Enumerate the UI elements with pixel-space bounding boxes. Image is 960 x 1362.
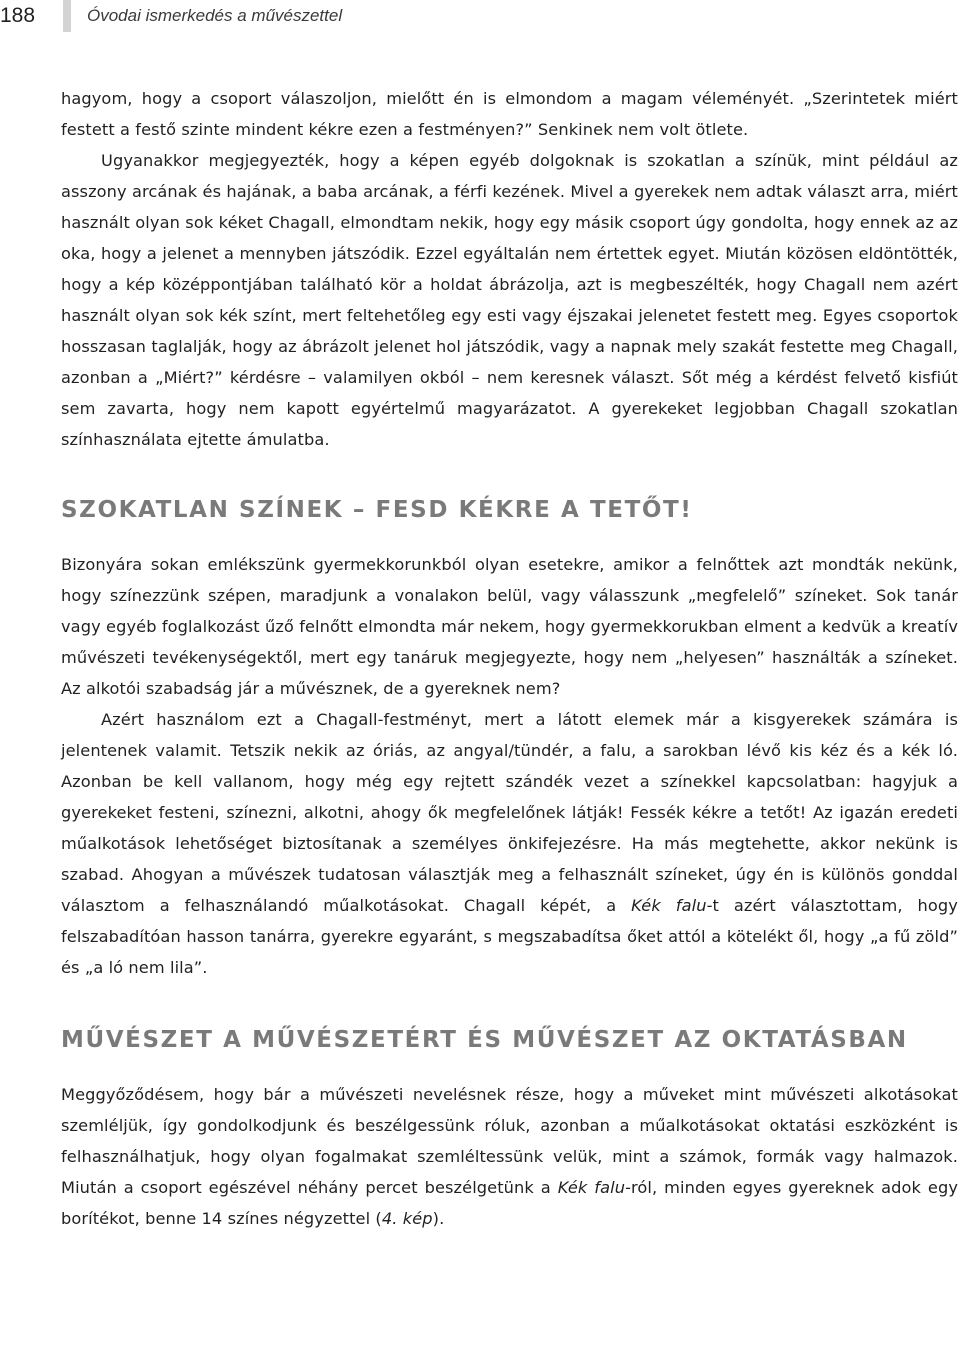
paragraph-4-text-b: -t azért választottam, hogy felszabadítóan hasson tanárra, gyerekre egyaránt, s megszabadítsa őket attól a kötelékt ől, hogy „a fű zöld” és „a ló nem lila”.: [61, 896, 958, 977]
running-title: Óvodai ismerkedés a művészettel: [87, 6, 343, 25]
section-heading-unusual-colors: SZOKATLAN SZÍNEK – FESD KÉKRE A TETŐT!: [61, 497, 693, 523]
page-header: [0, 0, 960, 34]
header-divider: [63, 0, 71, 32]
artwork-title-kek-falu-2: Kék falu: [557, 1178, 626, 1197]
paragraph-2: Ugyanakkor megjegyezték, hogy a képen egyéb dolgoknak is szokatlan a színük, mint például az asszony arcának és hajának, a baba arcának, a férfi kezének. Mivel a gyerekek nem adtak választ arra, miért használt olyan sok kéket Chagall, elmondtam nekik, hogy egy másik csoport úgy gondolta, hogy ennek az az oka, hogy a jelenet a mennyben játszódik. Ezzel egyáltalán nem értettek egyet. Miután közösen eldöntötték, hogy a kép középpontjában található kör a holdat ábrázolja, azt is megbeszélték, hogy Chagall nem azért használt olyan sok kék színt, mert feltehetőleg egy esti vagy éjszakai jelenetet festett meg. Egyes csoportok hosszasan taglalják, hogy az ábrázolt jelenet hol játszódik, vagy a napnak mely szakát festette meg Chagall, azonban a „Miért?” kérdésre – valamilyen okból – nem keresnek választ. Sőt még a kérdést felvető kisfiút sem zavarta, hogy nem kapott egyértelmű magyarázatot. A gyerekeket legjobban Chagall szokatlan színhasználata ejtette ámulatba.: [61, 151, 958, 449]
paragraph-5-text-a: Meggyőződésem, hogy bár a művészeti nevelésnek része, hogy a műveket mint művészeti alkotásokat szemléljük, így gondolkodjunk és beszélgessünk róluk, azonban a műalkotásokat oktatási eszközként is felhasználhatjuk, hogy olyan fogalmakat szemléltessünk velük, mint a számok, formák vagy halmazok. Miután a csoport egészével néhány percet beszélgetünk a: [61, 1085, 958, 1197]
paragraph-3: Bizonyára sokan emlékszünk gyermekkorunkból olyan esetekre, amikor a felnőttek azt mondták nekünk, hogy színezzünk szépen, maradjunk a vonalakon belül, vagy válasszunk „megfelelő” színeket. Sok tanár vagy egyéb foglalkozást űző felnőtt elmondta már nekem, hogy gyermekkorukban elment a kedvük a kreatív művészeti tevékenységektől, mert egy tanáruk megjegyezte, hogy nem „helyesen” használták a színeket. Az alkotói szabadság jár a művésznek, de a gyereknek nem?: [61, 555, 958, 698]
page-body: [61, 83, 958, 1234]
artwork-title-kek-falu: Kék falu: [631, 896, 707, 915]
paragraph-1: hagyom, hogy a csoport válaszoljon, mielőtt én is elmondom a magam véleményét. „Szerintetek miért festett a festő szinte mindent kékre ezen a festményen?” Senkinek nem volt ötlete.: [61, 89, 958, 139]
paragraph-5: [61, 1079, 958, 1234]
section-heading-art-for-art: MŰVÉSZET A MŰVÉSZETÉRT ÉS MŰVÉSZET AZ OKTATÁSBAN: [61, 1027, 908, 1053]
paragraph-5-text-c: ).: [432, 1209, 445, 1228]
paragraph-4-text-a: Azért használom ezt a Chagall-festményt, mert a látott elemek már a kisgyerekek számára is jelentenek valamit. Tetszik nekik az óriás, az angyal/tündér, a falu, a sarokban lévő kis kéz és a kék ló. Azonban be kell vallanom, hogy még egy rejtett szándék vezet a színekkel kapcsolatban: hagyjuk a gyerekeket festeni, színezni, alkotni, ahogy ők megfelelőnek látják! Fessék kékre a tetőt! Az igazán eredeti műalkotások lehetőséget biztosítanak a személyes önkifejezésre. Ha más megtehette, akkor nekünk is szabad. Ahogyan a művészek tudatosan választják meg a felhasznált színeket, úgy én is különös gonddal választom a felhasználandó műalkotásokat. Chagall képét, a: [61, 710, 958, 915]
paragraph-5-text-b: -ról, minden egyes gyereknek adok egy borítékot, benne 14 színes négyzettel (: [61, 1178, 958, 1228]
paragraph-4: [61, 704, 958, 983]
figure-reference: 4. kép: [381, 1209, 433, 1228]
page-number: 188: [0, 4, 36, 27]
